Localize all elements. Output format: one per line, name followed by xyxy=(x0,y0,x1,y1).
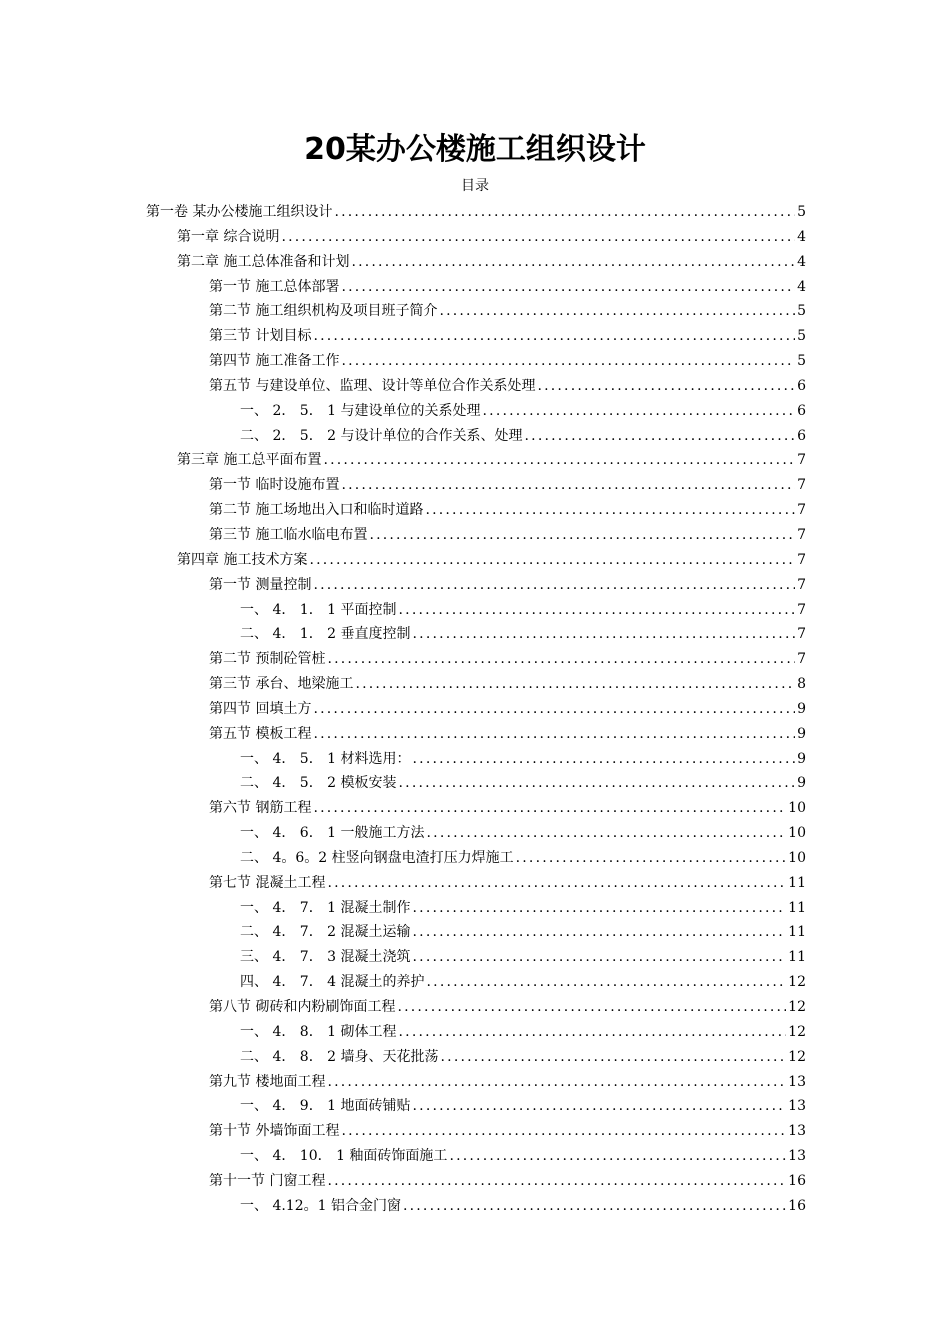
toc-heading: 目录 xyxy=(461,178,489,194)
toc-entry-page-number: 12 xyxy=(788,1023,806,1040)
toc-entry-page-number: 12 xyxy=(788,999,806,1015)
toc-entry[interactable] xyxy=(0,1045,950,1070)
toc-entry[interactable] xyxy=(0,399,950,424)
toc-entry-page-number: 11 xyxy=(788,924,806,941)
toc-entry-title: 一、 4． 8． 1 砌体工程 xyxy=(240,1023,397,1040)
toc-entry-title: 第五节 与建设单位、监理、设计等单位合作关系处理 xyxy=(209,377,536,394)
toc-entry-title: 第一节 施工总体部署 xyxy=(209,278,340,295)
toc-entry-title: 第四章 施工技术方案 xyxy=(177,551,308,568)
toc-entry-page-number: 7 xyxy=(797,477,806,494)
toc-entry-page-number: 7 xyxy=(797,551,806,568)
toc-entry[interactable] xyxy=(0,796,950,821)
toc-entry-page-number: 5 xyxy=(797,204,806,220)
toc-entry[interactable] xyxy=(0,498,950,523)
toc-entry[interactable] xyxy=(0,821,950,846)
toc-entry[interactable] xyxy=(0,697,950,722)
toc-entry[interactable] xyxy=(0,1194,950,1219)
toc-entry[interactable] xyxy=(0,200,950,225)
toc-entry[interactable] xyxy=(0,896,950,921)
toc-entry-title: 二、 2． 5． 2 与设计单位的合作关系、处理 xyxy=(240,427,523,444)
toc-entry[interactable] xyxy=(0,548,950,573)
toc-dot-leader xyxy=(427,970,787,995)
toc-entry-page-number: 9 xyxy=(797,750,806,767)
toc-entry-title: 第二节 预制砼管桩 xyxy=(209,651,326,668)
toc-entry-page-number: 13 xyxy=(788,1123,806,1140)
toc-entry-page-number: 4 xyxy=(797,228,806,245)
toc-entry-title: 一、 4． 1． 1 平面控制 xyxy=(240,601,397,618)
toc-entry-page-number: 5 xyxy=(797,303,806,320)
toc-dot-leader xyxy=(327,647,795,672)
toc-entry-title: 一、 4． 7． 1 混凝土制作 xyxy=(240,899,411,916)
toc-entry-title: 第三节 施工临水临电布置 xyxy=(209,526,368,543)
toc-entry-title: 一、 4.12。1 铝合金门窗 xyxy=(240,1197,401,1214)
toc-entry[interactable] xyxy=(0,275,950,300)
toc-entry-title: 第三节 承台、地梁施工 xyxy=(209,676,354,693)
toc-entry-page-number: 7 xyxy=(797,601,806,618)
toc-entry[interactable] xyxy=(0,945,950,970)
toc-entry-title: 第四节 回填土方 xyxy=(209,700,312,717)
toc-entry-page-number: 7 xyxy=(797,626,806,643)
toc-dot-leader xyxy=(413,896,787,921)
toc-entry-title: 第七节 混凝土工程 xyxy=(209,874,326,891)
toc-entry-title: 第二节 施工组织机构及项目班子简介 xyxy=(209,303,438,320)
toc-dot-leader xyxy=(355,672,795,697)
toc-entry[interactable] xyxy=(0,1169,950,1194)
toc-entry[interactable] xyxy=(0,448,950,473)
toc-entry-title: 第八节 砌砖和内粉刷饰面工程 xyxy=(209,999,396,1015)
toc-entry[interactable] xyxy=(0,871,950,896)
toc-entry-title: 第三节 计划目标 xyxy=(209,328,312,345)
toc-entry-title: 第二章 施工总体准备和计划 xyxy=(177,253,350,270)
toc-dot-leader xyxy=(369,523,795,548)
toc-entry-title: 二、 4． 1． 2 垂直度控制 xyxy=(240,626,411,643)
toc-entry-title: 三、 4． 7． 3 混凝土浇筑 xyxy=(240,949,411,966)
toc-entry-page-number: 7 xyxy=(797,526,806,543)
toc-entry-title: 一、 4． 5． 1 材料选用： xyxy=(240,750,411,767)
toc-dot-leader xyxy=(341,349,795,374)
toc-entry-page-number: 12 xyxy=(788,1048,806,1065)
toc-entry-page-number: 6 xyxy=(797,402,806,419)
toc-entry[interactable] xyxy=(0,374,950,399)
toc-entry[interactable] xyxy=(0,598,950,623)
toc-entry[interactable] xyxy=(0,1094,950,1119)
toc-entry[interactable] xyxy=(0,299,950,324)
toc-dot-leader xyxy=(403,1194,786,1219)
toc-entry[interactable] xyxy=(0,473,950,498)
toc-dot-leader xyxy=(413,920,787,945)
table-of-contents xyxy=(0,200,950,1219)
toc-dot-leader xyxy=(327,1070,786,1095)
toc-entry[interactable] xyxy=(0,647,950,672)
toc-entry-page-number: 7 xyxy=(797,651,806,668)
toc-entry-page-number: 12 xyxy=(788,974,806,991)
toc-entry[interactable] xyxy=(0,747,950,772)
toc-dot-leader xyxy=(313,573,795,598)
toc-dot-leader xyxy=(327,871,786,896)
toc-dot-leader xyxy=(327,1169,786,1194)
toc-dot-leader xyxy=(449,1144,786,1169)
toc-dot-leader xyxy=(516,846,787,871)
toc-entry[interactable] xyxy=(0,1119,950,1144)
toc-dot-leader xyxy=(427,821,787,846)
toc-entry-page-number: 16 xyxy=(788,1172,806,1189)
toc-entry-page-number: 4 xyxy=(797,253,806,270)
toc-entry-title: 第九节 楼地面工程 xyxy=(209,1073,326,1090)
toc-entry-title: 第十一节 门窗工程 xyxy=(209,1172,326,1189)
toc-entry-title: 第十节 外墙饰面工程 xyxy=(209,1123,340,1140)
toc-entry-page-number: 7 xyxy=(797,502,806,519)
toc-entry[interactable] xyxy=(0,349,950,374)
toc-entry[interactable] xyxy=(0,970,950,995)
toc-entry-title: 第一节 测量控制 xyxy=(209,576,312,593)
toc-dot-leader xyxy=(425,498,795,523)
toc-entry-page-number: 9 xyxy=(797,775,806,792)
document-title: 20某办公楼施工组织设计 xyxy=(304,132,646,167)
toc-entry-page-number: 7 xyxy=(797,576,806,593)
toc-entry-page-number: 11 xyxy=(788,899,806,916)
toc-entry[interactable] xyxy=(0,722,950,747)
toc-entry[interactable] xyxy=(0,1020,950,1045)
toc-dot-leader xyxy=(341,275,795,300)
toc-entry[interactable] xyxy=(0,920,950,945)
toc-dot-leader xyxy=(399,771,796,796)
toc-entry-page-number: 11 xyxy=(788,874,806,891)
toc-entry[interactable] xyxy=(0,225,950,250)
toc-dot-leader xyxy=(537,374,795,399)
toc-entry-title: 第一节 临时设施布置 xyxy=(209,477,340,494)
toc-entry-title: 第六节 钢筋工程 xyxy=(209,800,312,817)
toc-dot-leader xyxy=(323,448,795,473)
toc-dot-leader xyxy=(341,1119,786,1144)
toc-dot-leader xyxy=(309,548,795,573)
toc-entry[interactable] xyxy=(0,846,950,871)
toc-entry-title: 第一章 综合说明 xyxy=(177,228,280,245)
toc-dot-leader xyxy=(334,200,795,225)
toc-dot-leader xyxy=(281,225,795,250)
toc-entry-page-number: 9 xyxy=(797,700,806,717)
toc-entry-page-number: 5 xyxy=(797,353,806,370)
toc-dot-leader xyxy=(313,324,795,349)
toc-dot-leader xyxy=(313,796,786,821)
toc-entry[interactable] xyxy=(0,622,950,647)
toc-entry-page-number: 13 xyxy=(788,1073,806,1090)
toc-entry[interactable] xyxy=(0,324,950,349)
toc-entry-title: 第三章 施工总平面布置 xyxy=(177,452,322,469)
toc-dot-leader xyxy=(439,299,795,324)
toc-entry-title: 第一卷 某办公楼施工组织设计 xyxy=(146,204,333,220)
toc-entry-title: 一、 4． 10． 1 釉面砖饰面施工 xyxy=(240,1148,448,1165)
toc-entry[interactable] xyxy=(0,424,950,449)
toc-entry-page-number: 16 xyxy=(788,1197,806,1214)
toc-entry-title: 二、 4． 7． 2 混凝土运输 xyxy=(240,924,411,941)
toc-dot-leader xyxy=(341,473,795,498)
toc-entry[interactable] xyxy=(0,250,950,275)
toc-entry-page-number: 10 xyxy=(788,825,806,842)
toc-dot-leader xyxy=(313,697,795,722)
toc-entry-page-number: 7 xyxy=(797,452,806,469)
toc-entry-page-number: 6 xyxy=(797,377,806,394)
toc-dot-leader xyxy=(483,399,796,424)
toc-entry-title: 一、 2． 5． 1 与建设单位的关系处理 xyxy=(240,402,481,419)
toc-entry-title: 四、 4． 7． 4 混凝土的养护 xyxy=(240,974,425,991)
toc-entry-title: 二、 4． 8． 2 墙身、天花批荡 xyxy=(240,1048,439,1065)
toc-dot-leader xyxy=(399,598,796,623)
toc-entry-page-number: 13 xyxy=(788,1148,806,1165)
toc-entry[interactable] xyxy=(0,523,950,548)
toc-entry-page-number: 5 xyxy=(797,328,806,345)
toc-entry-title: 二、 4． 5． 2 模板安装 xyxy=(240,775,397,792)
toc-dot-leader xyxy=(441,1045,787,1070)
toc-entry-title: 第四节 施工准备工作 xyxy=(209,353,340,370)
toc-dot-leader xyxy=(525,424,796,449)
toc-entry-page-number: 10 xyxy=(788,800,806,817)
toc-entry-page-number: 10 xyxy=(788,849,806,866)
toc-dot-leader xyxy=(413,945,787,970)
toc-entry-title: 一、 4． 6． 1 一般施工方法 xyxy=(240,825,425,842)
toc-dot-leader xyxy=(413,1094,787,1119)
toc-entry[interactable] xyxy=(0,573,950,598)
toc-entry-page-number: 11 xyxy=(788,949,806,966)
toc-dot-leader xyxy=(351,250,795,275)
toc-entry-page-number: 9 xyxy=(797,725,806,742)
toc-dot-leader xyxy=(399,1020,787,1045)
toc-entry[interactable] xyxy=(0,672,950,697)
toc-entry[interactable] xyxy=(0,995,950,1020)
toc-entry-page-number: 4 xyxy=(797,278,806,295)
toc-dot-leader xyxy=(313,722,795,747)
toc-entry-page-number: 8 xyxy=(797,676,806,693)
toc-entry[interactable] xyxy=(0,1070,950,1095)
toc-dot-leader xyxy=(413,622,796,647)
toc-entry-page-number: 6 xyxy=(797,427,806,444)
toc-entry-title: 一、 4． 9． 1 地面砖铺贴 xyxy=(240,1098,411,1115)
toc-entry[interactable] xyxy=(0,771,950,796)
toc-entry-title: 第二节 施工场地出入口和临时道路 xyxy=(209,502,424,519)
toc-entry-page-number: 13 xyxy=(788,1098,806,1115)
toc-entry[interactable] xyxy=(0,1144,950,1169)
toc-entry-title: 二、 4。6。2 柱竖向钢盘电渣打压力焊施工 xyxy=(240,849,514,866)
toc-dot-leader xyxy=(413,747,796,772)
toc-entry-title: 第五节 模板工程 xyxy=(209,725,312,742)
toc-dot-leader xyxy=(397,995,786,1020)
